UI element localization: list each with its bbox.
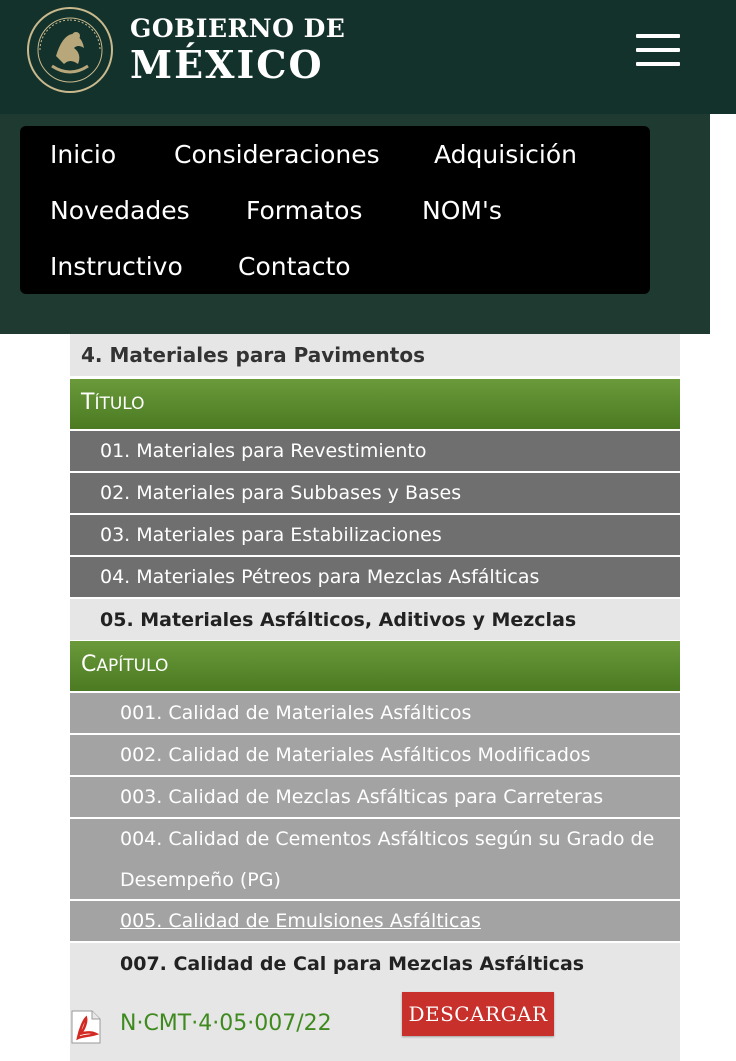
capitulo-item-selected[interactable]: 007. Calidad de Cal para Mezclas Asfálticas [70, 943, 680, 985]
nav-item-formatos[interactable]: Formatos [246, 196, 363, 225]
section-title: 4. Materiales para Pavimentos [70, 334, 680, 376]
capitulo-header-rest: APÍTULO [96, 656, 169, 676]
mexico-seal-icon[interactable] [26, 6, 114, 94]
titulo-item[interactable]: 03. Materiales para Estabilizaciones [70, 515, 680, 557]
nav-item-consideraciones[interactable]: Consideraciones [174, 140, 380, 169]
titulo-item[interactable]: 02. Materiales para Subbases y Bases [70, 473, 680, 515]
nav-band [0, 114, 710, 334]
hamburger-menu-icon[interactable] [636, 34, 680, 66]
capitulo-item-link-label[interactable]: 005. Calidad de Emulsiones Asfálticas [120, 910, 481, 932]
titulo-item-selected[interactable]: 05. Materiales Asfálticos, Aditivos y Mezclas [70, 599, 680, 641]
capitulo-item-link[interactable] [70, 901, 680, 943]
capitulo-item[interactable]: 003. Calidad de Mezclas Asfálticas para Carreteras [70, 777, 680, 819]
nav-item-inicio[interactable]: Inicio [50, 140, 117, 169]
capitulo-header [70, 640, 680, 692]
download-button[interactable]: DESCARGAR [402, 992, 554, 1036]
pdf-file-icon[interactable] [70, 1010, 102, 1044]
brand-title-line2[interactable]: MÉXICO [130, 42, 324, 87]
nav-item-contacto[interactable]: Contacto [238, 252, 351, 281]
titulo-header [70, 378, 680, 430]
main-nav [20, 126, 650, 294]
titulo-item[interactable]: 04. Materiales Pétreos para Mezclas Asfálticas [70, 557, 680, 599]
document-row [70, 985, 680, 1061]
capitulo-item[interactable]: 001. Calidad de Materiales Asfálticos [70, 693, 680, 735]
titulo-header-initial: T [81, 390, 95, 415]
titulo-item[interactable]: 01. Materiales para Revestimiento [70, 431, 680, 473]
site-header [0, 0, 736, 114]
capitulo-item[interactable]: 002. Calidad de Materiales Asfálticos Modificados [70, 735, 680, 777]
nav-item-novedades[interactable]: Novedades [50, 196, 190, 225]
capitulo-header-initial: C [81, 652, 97, 677]
titulo-header-rest: ÍTULO [94, 394, 145, 414]
document-code[interactable]: N·CMT·4·05·007/22 [120, 1011, 332, 1036]
capitulo-item[interactable]: 004. Calidad de Cementos Asfálticos según su Grado de Desempeño (PG) [70, 819, 680, 901]
nav-item-noms[interactable]: NOM's [422, 196, 502, 225]
nav-item-adquisicion[interactable]: Adquisición [434, 140, 577, 169]
nav-item-instructivo[interactable]: Instructivo [50, 252, 183, 281]
brand-title-line1[interactable]: GOBIERNO DE [130, 14, 346, 43]
